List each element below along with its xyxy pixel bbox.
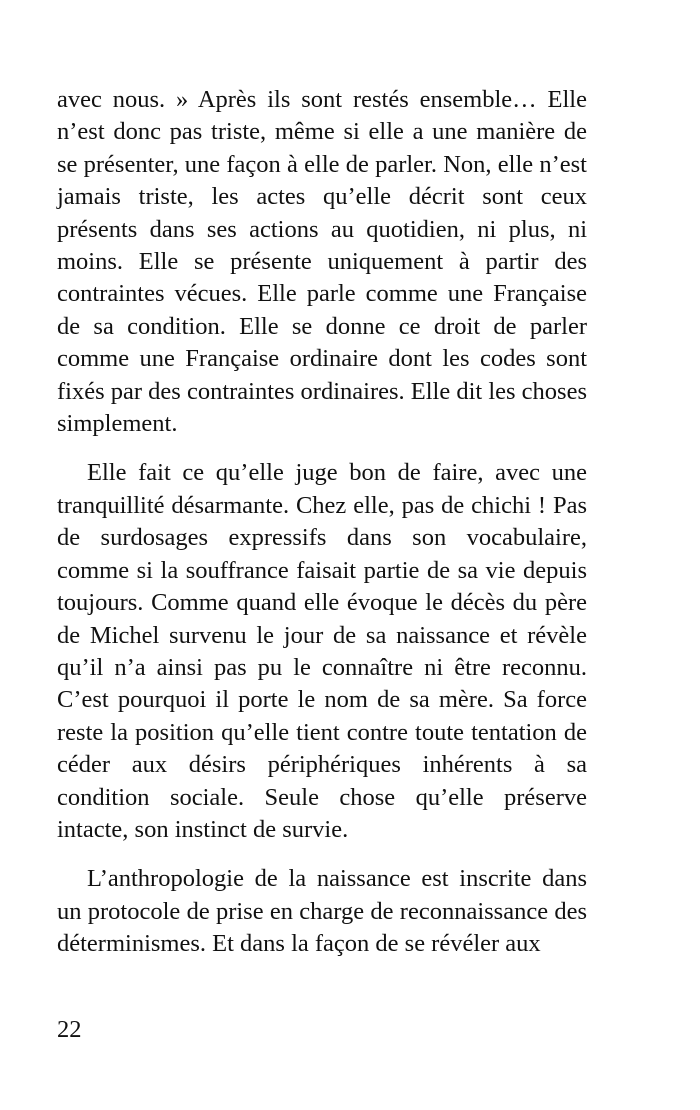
paragraph-3: L’anthropologie de la naissance est inscrite dans un protocole de prise en charge de reconnaissance des déterminismes. Et dans la façon de se révéler aux bbox=[57, 865, 587, 958]
page-number: 22 bbox=[57, 1016, 82, 1043]
paragraph-2: Elle fait ce qu’elle juge bon de faire, avec une tranquillité désarmante. Chez elle, pas de chichi ! Pas de surdosages expressifs dans son vocabulaire, comme si la souffrance faisait partie de sa vie depuis toujours. Comme quand elle évoque le décès du père de Michel survenu le jour de sa naissance et révèle qu’il n’a ainsi pas pu le connaître ni être reconnu. C’est pourquoi il porte le nom de sa mère. Sa force reste la position qu’elle tient contre toute tentation de céder aux désirs périphériques inhérents à sa condition sociale. Seule chose qu’elle préserve intacte, son instinct de survie. bbox=[57, 459, 587, 843]
paragraph-1: avec nous. » Après ils sont restés ensemble… Elle n’est donc pas triste, même si elle a une manière de se présenter, une façon à elle de parler. Non, elle n’est jamais triste, les actes qu’elle décrit sont ceux présents dans ses actions au quotidien, ni plus, ni moins. Elle se présente uniquement à partir des contraintes vécues. Elle parle comme une Française de sa condition. Elle se donne ce droit de parler comme une Française ordinaire dont les codes sont fixés par des contraintes ordinaires. Elle dit les choses simplement. bbox=[57, 86, 587, 438]
body-text bbox=[57, 84, 587, 961]
